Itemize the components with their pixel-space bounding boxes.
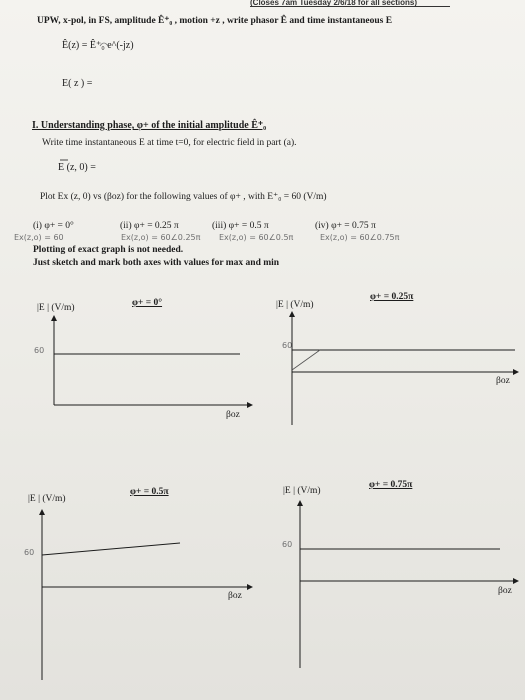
- plot1-ylabel: |E | (V/m): [37, 303, 75, 313]
- plot3-xlabel: βoz: [228, 591, 242, 601]
- handwritten-answer-i: Ex(z,o) = 60: [14, 233, 64, 242]
- plot1-xlabel: βoz: [226, 410, 240, 420]
- plot-instruction: Plot Ex (z, 0) vs (βoz) for the following values of φ+ , with E⁺₀ = 60 (V/m): [40, 192, 327, 202]
- case-iii: (iii) φ+ = 0.5 π: [212, 221, 269, 231]
- note-sketch-text: Just sketch and mark both axes with values for max and min: [33, 258, 280, 268]
- handwritten-answer-iii: Ex(z,o) = 60∠0.5π: [219, 233, 294, 242]
- plot3-phi: φ+ = 0.5π: [130, 487, 169, 497]
- write-instruction: Write time instantaneous E at time t=0, for electric field in part (a).: [42, 138, 297, 148]
- handwritten-answer-iv: Ex(z,o) = 60∠0.75π: [320, 233, 400, 242]
- plot2-ylabel: |E | (V/m): [276, 300, 314, 310]
- plot2-pencil-stroke: [292, 350, 320, 370]
- header-strip: (Closes 7am Tuesday 2/6/18 for all sections): [250, 0, 450, 7]
- plot2-phi: φ+ = 0.25π: [370, 292, 414, 302]
- handwritten-answer-ii: Ex(z,o) = 60∠0.25π: [121, 233, 201, 242]
- case-iv: (iv) φ+ = 0.75 π: [315, 221, 376, 231]
- plot3-sketch-line: [42, 543, 180, 555]
- plot2-hand-value: 60: [282, 341, 293, 350]
- phasor-expression: Ê(z) = Ê⁺₀ e^(-jz): [62, 40, 134, 51]
- section-heading-text: I. Understanding phase, φ+ of the initial amplitude Ê⁺₀: [32, 120, 267, 131]
- question-line: UPW, x-pol, in FS, amplitude Ê⁺₀ , motion +z , write phasor Ê and time instantaneous E: [37, 16, 393, 26]
- plot4-xlabel: βoz: [498, 586, 512, 596]
- instantaneous-expression: E( z ) =: [62, 78, 93, 89]
- plot4-hand-value: 60: [282, 540, 293, 549]
- plot2-xlabel: βoz: [496, 376, 510, 386]
- ez0-expression: E (z, 0) =: [58, 162, 96, 173]
- plot1-phi: φ+ = 0°: [132, 298, 163, 308]
- plot4-ylabel: |E | (V/m): [283, 486, 321, 496]
- case-ii: (ii) φ+ = 0.25 π: [120, 221, 179, 231]
- plot4-phi: φ+ = 0.75π: [369, 480, 413, 490]
- plot3-ylabel: |E | (V/m): [28, 494, 66, 504]
- plot3-hand-value: 60: [24, 548, 35, 557]
- plot1-hand-value: 60: [34, 346, 45, 355]
- note-not-exact: Plotting of exact graph is not needed.: [33, 245, 184, 255]
- header-pencil-mark: [100, 43, 108, 46]
- case-i: (i) φ+ = 0°: [33, 221, 74, 231]
